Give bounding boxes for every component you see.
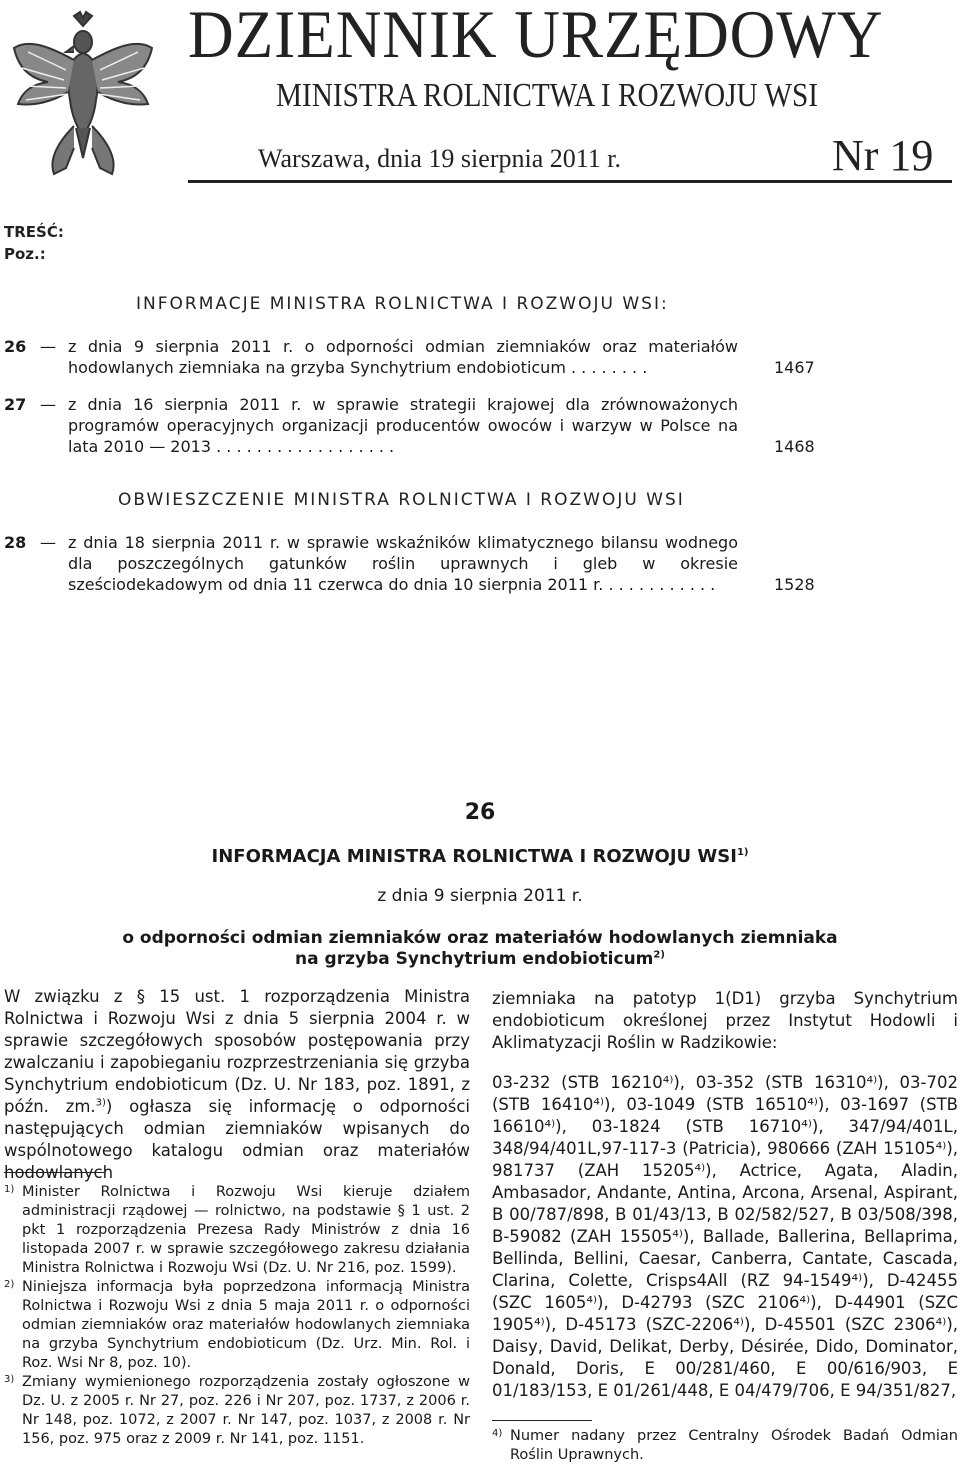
toc-entry-text: z dnia 16 sierpnia 2011 r. w sprawie strategii krajowej dla zrównoważonych programów operacyjnych organizacji producentów owoców i warzyw w Polsce na lata 2010 — 2013 . . . . . . . . . . . . . . . . . . [68,395,738,456]
variety-list: 03-232 (STB 16210⁴⁾), 03-352 (STB 16310⁴⁾), 03-702 (STB 16410⁴⁾), 03-1049 (STB 16510⁴⁾), 03-1697 (STB 16610⁴⁾), 03-1824 (STB 16710⁴⁾), 347/94/401L, 348/94/401L,97-117-3 (Patricia), 980666 (ZAH 15105⁴⁾), 981737 (ZAH 15205⁴⁾), Actrice, Agata, Aladin, Ambasador, Andante, Antina, Arcona, Arsenal, Aspirant, B 00/787/898, B 01/43/13, B 02/582/527, B 03/508/398, B-59082 (ZAH 15505⁴⁾), Ballade, Ballerina, Bellaprima, Bellinda, Bellini, Caesar, Canberra, Cantate, Cascada, Clarina, Colette, Crisps4All (RZ 94-1549⁴⁾), D-42455 (SZC 1605⁴⁾), D-42793 (SZC 2106⁴⁾), D-44901 (SZC 1905⁴⁾), D-45173 (SZC-2206⁴⁾), D-45501 (SZC 2306⁴⁾), Daisy, David, Delikat, Derby, Désirée, Dido, Dominator, Donald, Doris, E 00/281/460, E 00/616/903, E 01/183/153, E 01/261/448, E 04/479/706, E 94/351/827, [492,1073,958,1400]
toc-entry-page: 1467 [774,358,815,377]
toc-entry-dash: — [40,337,56,356]
issue-number: Nr 19 [832,131,934,180]
footnote-ref: 1) [736,847,749,858]
footnotes [4,1183,470,1449]
footnote-text: Zmiany wymienionego rozporządzenia zostały ogłoszone w Dz. U. z 2005 r. Nr 27, poz. 226 i Nr 207, poz. 1737, z 2006 r. Nr 148, poz. 1072, z 2007 r. Nr 147, poz. 1037, z 2008 r. Nr 156, poz. 975 oraz z 2009 r. Nr 141, poz. 1151. [22,1374,470,1447]
footnote [4,1278,470,1373]
body-paragraph [4,986,470,1182]
body-text-part1: W związku z § 15 ust. 1 rozporządzenia Ministra Rolnictwa i Rozwoju Wsi z dnia 5 sierpnia 2004 r. w sprawie szczegółowych sposobów postępowania przy zwalczaniu i zapobieganiu rozprzestrzeniania się grzyba Synchytrium endobioticum (Dz. U. Nr 183, poz. 1891, z późn. zm. [4,987,470,1116]
footnotes [492,1427,958,1465]
toc-entry-text: z dnia 9 sierpnia 2011 r. o odporności odmian ziemniaków oraz materiałów hodowlanych ziemniaka na grzyba Synchytrium endobioticum . . . . . . . . [68,337,738,377]
toc-entry-page: 1468 [774,437,815,456]
footnote-ref: 3) [95,1097,106,1109]
journal-title: DZIENNIK URZĘDOWY [188,0,884,72]
footnote [492,1427,958,1465]
masthead-rule [188,180,952,183]
document-subject-line1: o odporności odmian ziemniaków oraz materiałów hodowlanych ziemniaka [122,928,838,948]
toc-entry-number: 26 [4,337,27,356]
toc-entry-page: 1528 [774,575,815,594]
body-text-part2: ) ogłasza się informację o odporności następujących odmian ziemniaków wpisanych do wspólnotowego katalogu odmian oraz materiałów hodowlanych [4,1097,470,1182]
toc-entry-text: z dnia 18 sierpnia 2011 r. w sprawie wskaźników klimatycznego bilansu wodnego dla poszczególnych gatunków roślin uprawnych i gleb w okresie sześciodekadowym od dnia 11 czerwca do dnia 10 sierpnia 2011 r. . . . . . . . . . . . [68,533,738,594]
footnote-rule [492,1420,592,1421]
footnote-text: Niniejsza informacja była poprzedzona informacją Ministra Rolnictwa i Rozwoju Wsi z dnia 5 maja 2011 r. o odporności odmian ziemniaków oraz materiałów hodowlanych ziemniaka na grzyba Synchytrium endobioticum (Dz. Urz. Min. Rol. i Roz. Wsi Nr 8, poz. 10). [22,1279,470,1371]
footnote-text: Numer nadany przez Centralny Ośrodek Badań Odmian Roślin Uprawnych. [510,1428,958,1463]
document-title-text: INFORMACJA MINISTRA ROLNICTWA I ROZWOJU WSI [211,846,737,867]
body-right-column [492,988,958,1483]
polish-eagle-emblem [8,8,158,180]
document-subject [90,928,870,970]
document-number: 26 [464,800,496,825]
footnote-mark: 2) [4,1279,15,1290]
document-subject-line2: na grzyba Synchytrium endobioticum [295,949,654,969]
variety-intro: ziemniaka na patotyp 1(D1) grzyba Synchytrium endobioticum określonej przez Instytut Hodowli i Aklimatyzacji Roślin w Radzikowie: [492,989,958,1052]
toc-entry-dash: — [40,395,56,414]
body-left-column [4,986,470,1449]
footnote [4,1183,470,1278]
footnote-ref: 2) [653,949,665,961]
footnote [4,1373,470,1449]
document-subject-line2-wrap [90,949,870,970]
section-heading-informacje: INFORMACJE MINISTRA ROLNICTWA I ROZWOJU WSI: [136,294,669,314]
footnote-mark: 3) [4,1374,15,1385]
footnote-text: Minister Rolnictwa i Rozwoju Wsi kieruje działem administracji rządowej — rolnictwo, na podstawie § 1 ust. 2 pkt 1 rozporządzenia Prezesa Rady Ministrów z dnia 16 listopada 2007 r. w sprawie szczegółowego zakresu działania Ministra Rolnictwa i Rozwoju Wsi (Dz. U. Nr 216, poz. 1599). [22,1184,470,1276]
contents-label: TREŚĆ: [4,223,64,241]
toc-entry-number: 27 [4,395,27,414]
document-title [0,846,960,867]
section-heading-obwieszczenie: OBWIESZCZENIE MINISTRA ROLNICTWA I ROZWOJU WSI [118,490,685,510]
ministry-subtitle: MINISTRA ROLNICTWA I ROZWOJU WSI [276,77,819,114]
toc-entry-dash: — [40,533,56,552]
footnote-mark: 4) [492,1428,503,1439]
position-label: Poz.: [4,245,46,263]
toc-entry-number: 28 [4,533,27,552]
document-date: z dnia 9 sierpnia 2011 r. [377,886,583,906]
place-and-date: Warszawa, dnia 19 sierpnia 2011 r. [258,144,621,173]
footnote-mark: 1) [4,1184,15,1195]
